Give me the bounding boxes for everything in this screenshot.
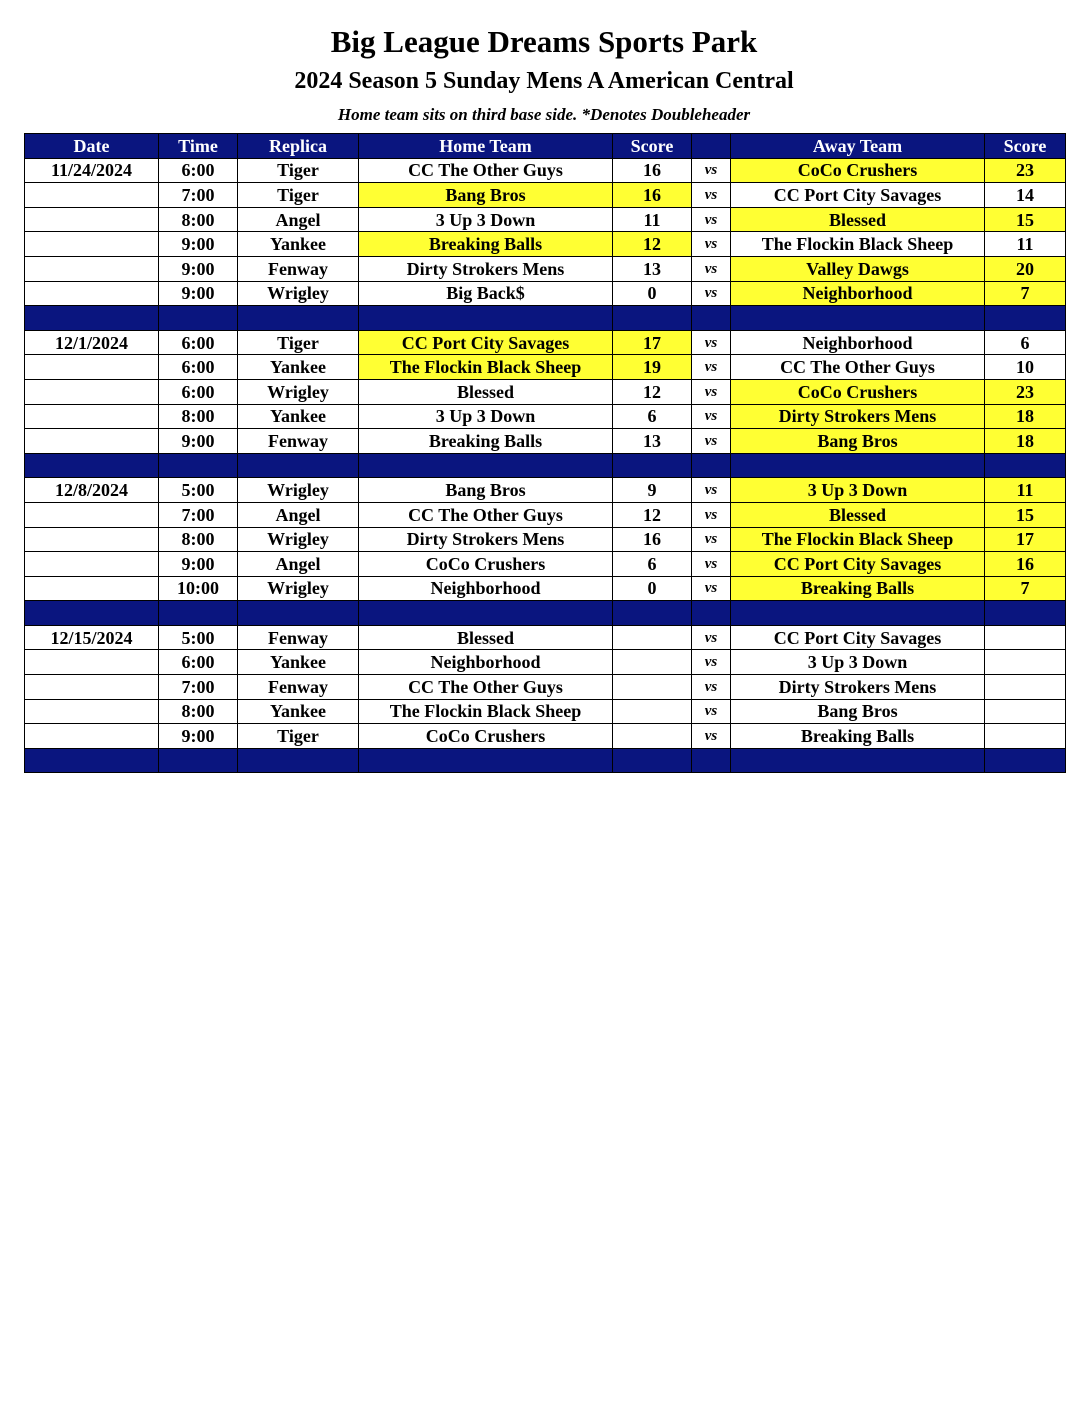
away-team-cell: CC Port City Savages xyxy=(731,183,985,208)
home-score-cell: 11 xyxy=(613,207,692,232)
game-row xyxy=(25,478,1066,503)
home-team-cell: Blessed xyxy=(359,625,613,650)
away-score-cell: 16 xyxy=(985,552,1066,577)
week-separator-row xyxy=(25,306,1066,331)
game-row xyxy=(25,429,1066,454)
away-score-cell: 18 xyxy=(985,429,1066,454)
time-cell: 7:00 xyxy=(159,183,238,208)
game-row xyxy=(25,502,1066,527)
home-team-cell: The Flockin Black Sheep xyxy=(359,699,613,724)
home-team-cell: 3 Up 3 Down xyxy=(359,404,613,429)
week-separator-row xyxy=(25,453,1066,478)
separator-cell xyxy=(25,453,159,478)
replica-cell: Wrigley xyxy=(238,576,359,601)
time-cell: 6:00 xyxy=(159,355,238,380)
time-cell: 6:00 xyxy=(159,158,238,183)
home-score-cell: 0 xyxy=(613,281,692,306)
vs-cell: vs xyxy=(692,281,731,306)
replica-cell: Tiger xyxy=(238,158,359,183)
away-score-cell xyxy=(985,724,1066,749)
home-score-cell: 9 xyxy=(613,478,692,503)
replica-cell: Wrigley xyxy=(238,379,359,404)
time-cell: 8:00 xyxy=(159,527,238,552)
vs-cell: vs xyxy=(692,650,731,675)
time-cell: 6:00 xyxy=(159,330,238,355)
date-cell xyxy=(25,183,159,208)
away-team-cell: 3 Up 3 Down xyxy=(731,478,985,503)
home-team-cell: 3 Up 3 Down xyxy=(359,207,613,232)
date-cell xyxy=(25,355,159,380)
home-score-cell xyxy=(613,675,692,700)
separator-cell xyxy=(25,306,159,331)
away-team-cell: Dirty Strokers Mens xyxy=(731,675,985,700)
away-score-cell: 11 xyxy=(985,478,1066,503)
header-row xyxy=(25,134,1066,159)
vs-cell: vs xyxy=(692,576,731,601)
game-row xyxy=(25,699,1066,724)
separator-cell xyxy=(731,601,985,626)
date-cell xyxy=(25,232,159,257)
separator-cell xyxy=(692,306,731,331)
home-team-cell: The Flockin Black Sheep xyxy=(359,355,613,380)
home-score-cell: 19 xyxy=(613,355,692,380)
home-score-cell: 12 xyxy=(613,502,692,527)
away-team-cell: Blessed xyxy=(731,502,985,527)
replica-cell: Angel xyxy=(238,552,359,577)
time-cell: 7:00 xyxy=(159,675,238,700)
replica-cell: Angel xyxy=(238,207,359,232)
vs-cell: vs xyxy=(692,355,731,380)
week-separator-row xyxy=(25,601,1066,626)
home-team-cell: Blessed xyxy=(359,379,613,404)
away-score-cell: 23 xyxy=(985,379,1066,404)
separator-cell xyxy=(238,748,359,773)
away-score-cell xyxy=(985,675,1066,700)
vs-cell: vs xyxy=(692,724,731,749)
home-score-cell: 6 xyxy=(613,404,692,429)
home-score-cell: 6 xyxy=(613,552,692,577)
away-score-cell: 23 xyxy=(985,158,1066,183)
away-team-cell: Breaking Balls xyxy=(731,576,985,601)
game-row xyxy=(25,158,1066,183)
game-row xyxy=(25,552,1066,577)
away-team-cell: CoCo Crushers xyxy=(731,379,985,404)
replica-cell: Yankee xyxy=(238,355,359,380)
home-score-cell xyxy=(613,724,692,749)
game-row xyxy=(25,379,1066,404)
time-cell: 9:00 xyxy=(159,232,238,257)
replica-cell: Yankee xyxy=(238,650,359,675)
away-score-cell: 20 xyxy=(985,256,1066,281)
separator-cell xyxy=(613,748,692,773)
vs-cell: vs xyxy=(692,699,731,724)
separator-cell xyxy=(359,453,613,478)
separator-cell xyxy=(731,306,985,331)
replica-cell: Wrigley xyxy=(238,478,359,503)
away-team-cell: CC Port City Savages xyxy=(731,625,985,650)
game-row xyxy=(25,404,1066,429)
home-team-cell: CC Port City Savages xyxy=(359,330,613,355)
separator-cell xyxy=(159,453,238,478)
away-score-cell: 15 xyxy=(985,207,1066,232)
game-row xyxy=(25,724,1066,749)
home-team-cell: Breaking Balls xyxy=(359,429,613,454)
separator-cell xyxy=(731,453,985,478)
vs-cell: vs xyxy=(692,256,731,281)
away-score-cell: 7 xyxy=(985,281,1066,306)
vs-cell: vs xyxy=(692,552,731,577)
home-score-cell: 16 xyxy=(613,527,692,552)
separator-cell xyxy=(613,601,692,626)
replica-cell: Tiger xyxy=(238,330,359,355)
game-row xyxy=(25,576,1066,601)
col-header-vs xyxy=(692,134,731,159)
col-header-home-team: Home Team xyxy=(359,134,613,159)
separator-cell xyxy=(25,601,159,626)
schedule-body xyxy=(25,158,1066,773)
separator-cell xyxy=(25,748,159,773)
home-team-cell: CC The Other Guys xyxy=(359,502,613,527)
home-team-cell: Big Back$ xyxy=(359,281,613,306)
away-score-cell: 15 xyxy=(985,502,1066,527)
separator-cell xyxy=(985,306,1066,331)
home-team-cell: Dirty Strokers Mens xyxy=(359,527,613,552)
away-team-cell: Dirty Strokers Mens xyxy=(731,404,985,429)
date-cell xyxy=(25,552,159,577)
away-team-cell: Blessed xyxy=(731,207,985,232)
separator-cell xyxy=(613,306,692,331)
home-score-cell: 16 xyxy=(613,158,692,183)
away-score-cell xyxy=(985,650,1066,675)
date-cell xyxy=(25,379,159,404)
separator-cell xyxy=(985,748,1066,773)
away-score-cell xyxy=(985,699,1066,724)
away-score-cell: 6 xyxy=(985,330,1066,355)
replica-cell: Angel xyxy=(238,502,359,527)
vs-cell: vs xyxy=(692,379,731,404)
date-cell xyxy=(25,576,159,601)
date-cell xyxy=(25,699,159,724)
home-score-cell: 13 xyxy=(613,256,692,281)
separator-cell xyxy=(359,306,613,331)
vs-cell: vs xyxy=(692,330,731,355)
page-note: Home team sits on third base side. *Denotes Doubleheader xyxy=(337,105,751,124)
replica-cell: Fenway xyxy=(238,429,359,454)
date-cell xyxy=(25,502,159,527)
separator-cell xyxy=(359,748,613,773)
time-cell: 6:00 xyxy=(159,650,238,675)
home-score-cell: 13 xyxy=(613,429,692,454)
home-team-cell: Bang Bros xyxy=(359,183,613,208)
page-subtitle: 2024 Season 5 Sunday Mens A American Central xyxy=(294,68,794,94)
time-cell: 9:00 xyxy=(159,256,238,281)
replica-cell: Yankee xyxy=(238,404,359,429)
game-row xyxy=(25,232,1066,257)
game-row xyxy=(25,256,1066,281)
date-cell: 12/8/2024 xyxy=(25,478,159,503)
separator-cell xyxy=(238,601,359,626)
home-score-cell xyxy=(613,650,692,675)
home-team-cell: Bang Bros xyxy=(359,478,613,503)
away-team-cell: Neighborhood xyxy=(731,281,985,306)
separator-cell xyxy=(985,601,1066,626)
time-cell: 9:00 xyxy=(159,552,238,577)
col-header-replica: Replica xyxy=(238,134,359,159)
time-cell: 9:00 xyxy=(159,724,238,749)
away-score-cell: 18 xyxy=(985,404,1066,429)
date-cell xyxy=(25,650,159,675)
separator-cell xyxy=(238,453,359,478)
separator-cell xyxy=(692,453,731,478)
separator-cell xyxy=(359,601,613,626)
time-cell: 7:00 xyxy=(159,502,238,527)
away-score-cell: 11 xyxy=(985,232,1066,257)
col-header-time: Time xyxy=(159,134,238,159)
separator-cell xyxy=(159,748,238,773)
col-header-home-score: Score xyxy=(613,134,692,159)
date-cell xyxy=(25,527,159,552)
home-team-cell: Neighborhood xyxy=(359,650,613,675)
date-cell: 12/15/2024 xyxy=(25,625,159,650)
away-score-cell xyxy=(985,625,1066,650)
separator-cell xyxy=(692,748,731,773)
vs-cell: vs xyxy=(692,232,731,257)
date-cell: 11/24/2024 xyxy=(25,158,159,183)
replica-cell: Wrigley xyxy=(238,281,359,306)
home-team-cell: CC The Other Guys xyxy=(359,158,613,183)
replica-cell: Tiger xyxy=(238,724,359,749)
away-team-cell: Breaking Balls xyxy=(731,724,985,749)
replica-cell: Fenway xyxy=(238,675,359,700)
page-title: Big League Dreams Sports Park xyxy=(330,24,758,59)
time-cell: 10:00 xyxy=(159,576,238,601)
away-team-cell: The Flockin Black Sheep xyxy=(731,527,985,552)
home-team-cell: CoCo Crushers xyxy=(359,552,613,577)
vs-cell: vs xyxy=(692,404,731,429)
date-cell xyxy=(25,281,159,306)
replica-cell: Yankee xyxy=(238,699,359,724)
game-row xyxy=(25,527,1066,552)
away-score-cell: 10 xyxy=(985,355,1066,380)
home-score-cell: 12 xyxy=(613,379,692,404)
date-cell xyxy=(25,256,159,281)
game-row xyxy=(25,675,1066,700)
vs-cell: vs xyxy=(692,478,731,503)
away-team-cell: Valley Dawgs xyxy=(731,256,985,281)
home-score-cell: 17 xyxy=(613,330,692,355)
date-cell xyxy=(25,675,159,700)
separator-cell xyxy=(692,601,731,626)
time-cell: 5:00 xyxy=(159,625,238,650)
date-cell xyxy=(25,404,159,429)
time-cell: 8:00 xyxy=(159,207,238,232)
game-row xyxy=(25,625,1066,650)
col-header-date: Date xyxy=(25,134,159,159)
away-team-cell: The Flockin Black Sheep xyxy=(731,232,985,257)
away-score-cell: 17 xyxy=(985,527,1066,552)
time-cell: 8:00 xyxy=(159,699,238,724)
replica-cell: Wrigley xyxy=(238,527,359,552)
replica-cell: Fenway xyxy=(238,256,359,281)
home-score-cell: 16 xyxy=(613,183,692,208)
home-team-cell: Dirty Strokers Mens xyxy=(359,256,613,281)
vs-cell: vs xyxy=(692,207,731,232)
time-cell: 9:00 xyxy=(159,281,238,306)
home-team-cell: Neighborhood xyxy=(359,576,613,601)
date-cell xyxy=(25,429,159,454)
away-team-cell: CoCo Crushers xyxy=(731,158,985,183)
time-cell: 9:00 xyxy=(159,429,238,454)
separator-cell xyxy=(238,306,359,331)
vs-cell: vs xyxy=(692,429,731,454)
home-team-cell: CoCo Crushers xyxy=(359,724,613,749)
date-cell xyxy=(25,207,159,232)
time-cell: 8:00 xyxy=(159,404,238,429)
away-team-cell: 3 Up 3 Down xyxy=(731,650,985,675)
separator-cell xyxy=(613,453,692,478)
away-score-cell: 7 xyxy=(985,576,1066,601)
separator-cell xyxy=(159,306,238,331)
game-row xyxy=(25,207,1066,232)
game-row xyxy=(25,281,1066,306)
col-header-away-team: Away Team xyxy=(731,134,985,159)
vs-cell: vs xyxy=(692,158,731,183)
home-team-cell: Breaking Balls xyxy=(359,232,613,257)
vs-cell: vs xyxy=(692,183,731,208)
replica-cell: Tiger xyxy=(238,183,359,208)
separator-cell xyxy=(985,453,1066,478)
date-cell xyxy=(25,724,159,749)
home-score-cell xyxy=(613,625,692,650)
game-row xyxy=(25,650,1066,675)
vs-cell: vs xyxy=(692,502,731,527)
col-header-away-score: Score xyxy=(985,134,1066,159)
game-row xyxy=(25,330,1066,355)
replica-cell: Fenway xyxy=(238,625,359,650)
game-row xyxy=(25,183,1066,208)
game-row xyxy=(25,355,1066,380)
replica-cell: Yankee xyxy=(238,232,359,257)
time-cell: 6:00 xyxy=(159,379,238,404)
vs-cell: vs xyxy=(692,675,731,700)
home-score-cell: 12 xyxy=(613,232,692,257)
away-team-cell: Neighborhood xyxy=(731,330,985,355)
away-team-cell: CC Port City Savages xyxy=(731,552,985,577)
time-cell: 5:00 xyxy=(159,478,238,503)
vs-cell: vs xyxy=(692,527,731,552)
away-team-cell: Bang Bros xyxy=(731,429,985,454)
schedule-table xyxy=(24,133,1066,773)
week-separator-row xyxy=(25,748,1066,773)
vs-cell: vs xyxy=(692,625,731,650)
away-team-cell: CC The Other Guys xyxy=(731,355,985,380)
home-score-cell xyxy=(613,699,692,724)
home-score-cell: 0 xyxy=(613,576,692,601)
date-cell: 12/1/2024 xyxy=(25,330,159,355)
separator-cell xyxy=(731,748,985,773)
separator-cell xyxy=(159,601,238,626)
away-team-cell: Bang Bros xyxy=(731,699,985,724)
home-team-cell: CC The Other Guys xyxy=(359,675,613,700)
away-score-cell: 14 xyxy=(985,183,1066,208)
